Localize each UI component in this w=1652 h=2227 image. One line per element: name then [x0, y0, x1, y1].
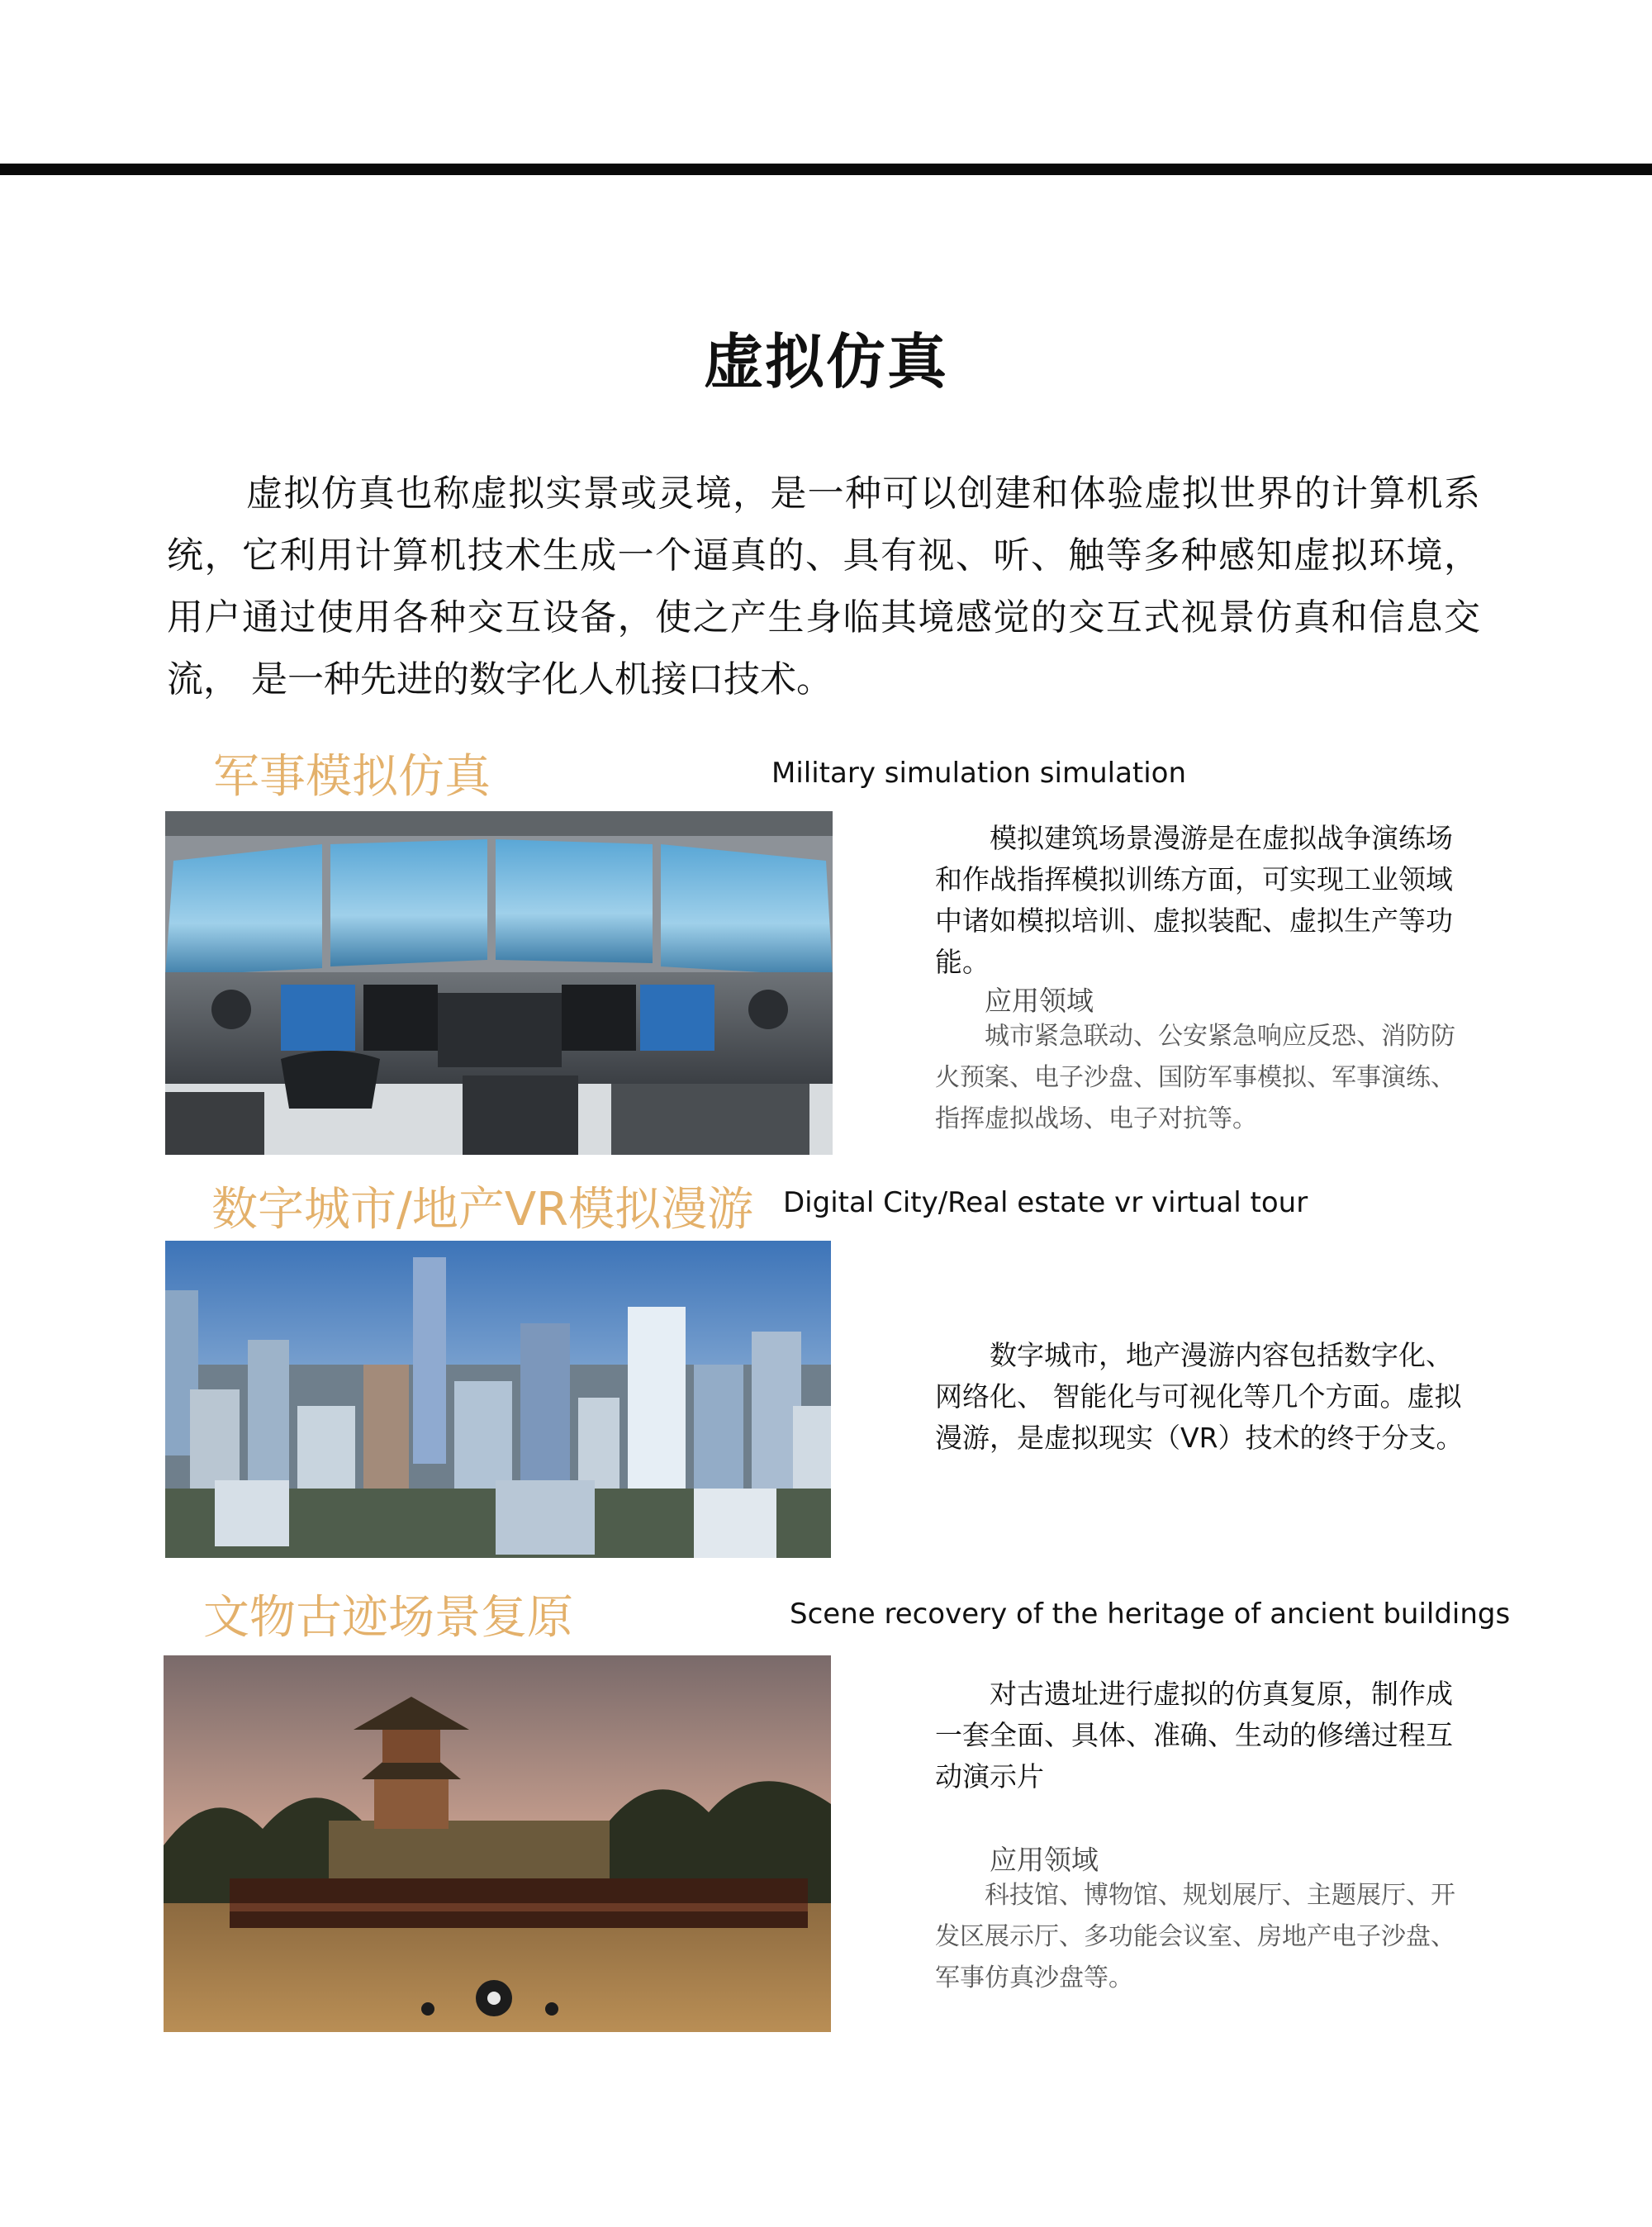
ancient-building-image [164, 1655, 831, 2032]
section-description-military: 模拟建筑场景漫游是在虚拟战争演练场和作战指挥模拟训练方面，可实现工业领域中诸如模拟培训、虚拟装配、虚拟生产等功能。 [935, 822, 1453, 978]
application-field-heading-heritage: 应用领域 [990, 1844, 1099, 1876]
section-subtitle-military: Military simulation simulation [771, 757, 1187, 790]
page-title: 虚拟仿真 [703, 327, 948, 396]
intro-paragraph: 虚拟仿真也称虚拟实景或灵境，是一种可以创建和体验虚拟世界的计算机系统，它利用计算机技术生成一个逼真的、具有视、听、触等多种感知虚拟环境， 用户通过使用各种交互设备，使之产生身临其境感觉的交互式视景仿真和信息交流， 是一种先进的数字化人机接口技术。 [167, 472, 1480, 700]
section-description-heritage: 对古遗址进行虚拟的仿真复原，制作成一套全面、具体、准确、生动的修缮过程互动演示片 [935, 1678, 1453, 1793]
application-field-text-heritage: 科技馆、博物馆、规划展厅、主题展厅、开发区展示厅、多功能会议室、房地产电子沙盘、 军事仿真沙盘等。 [935, 1881, 1455, 1992]
section-description-digital-city: 数字城市，地产漫游内容包括数字化、网络化、 智能化与可视化等几个方面。虚拟漫游，是虚拟现实（VR）技术的终于分支。 [935, 1339, 1464, 1454]
cockpit-simulator-image [165, 811, 833, 1155]
section-title-digital-city: 数字城市/地产VR模拟漫游 [211, 1183, 754, 1237]
top-rule [0, 164, 1652, 175]
section-subtitle-heritage: Scene recovery of the heritage of ancient buildings [790, 1598, 1511, 1631]
section-title-heritage: 文物古迹场景复原 [203, 1591, 573, 1645]
section-subtitle-digital-city: Digital City/Real estate vr virtual tour [783, 1186, 1308, 1219]
application-field-text-military: 城市紧急联动、公安紧急响应反恐、消防防火预案、电子沙盘、国防军事模拟、军事演练、指挥虚拟战场、电子对抗等。 [935, 1022, 1455, 1133]
application-field-heading-military: 应用领域 [985, 985, 1094, 1017]
section-title-military: 军事模拟仿真 [213, 750, 491, 804]
digital-city-image [165, 1241, 831, 1558]
